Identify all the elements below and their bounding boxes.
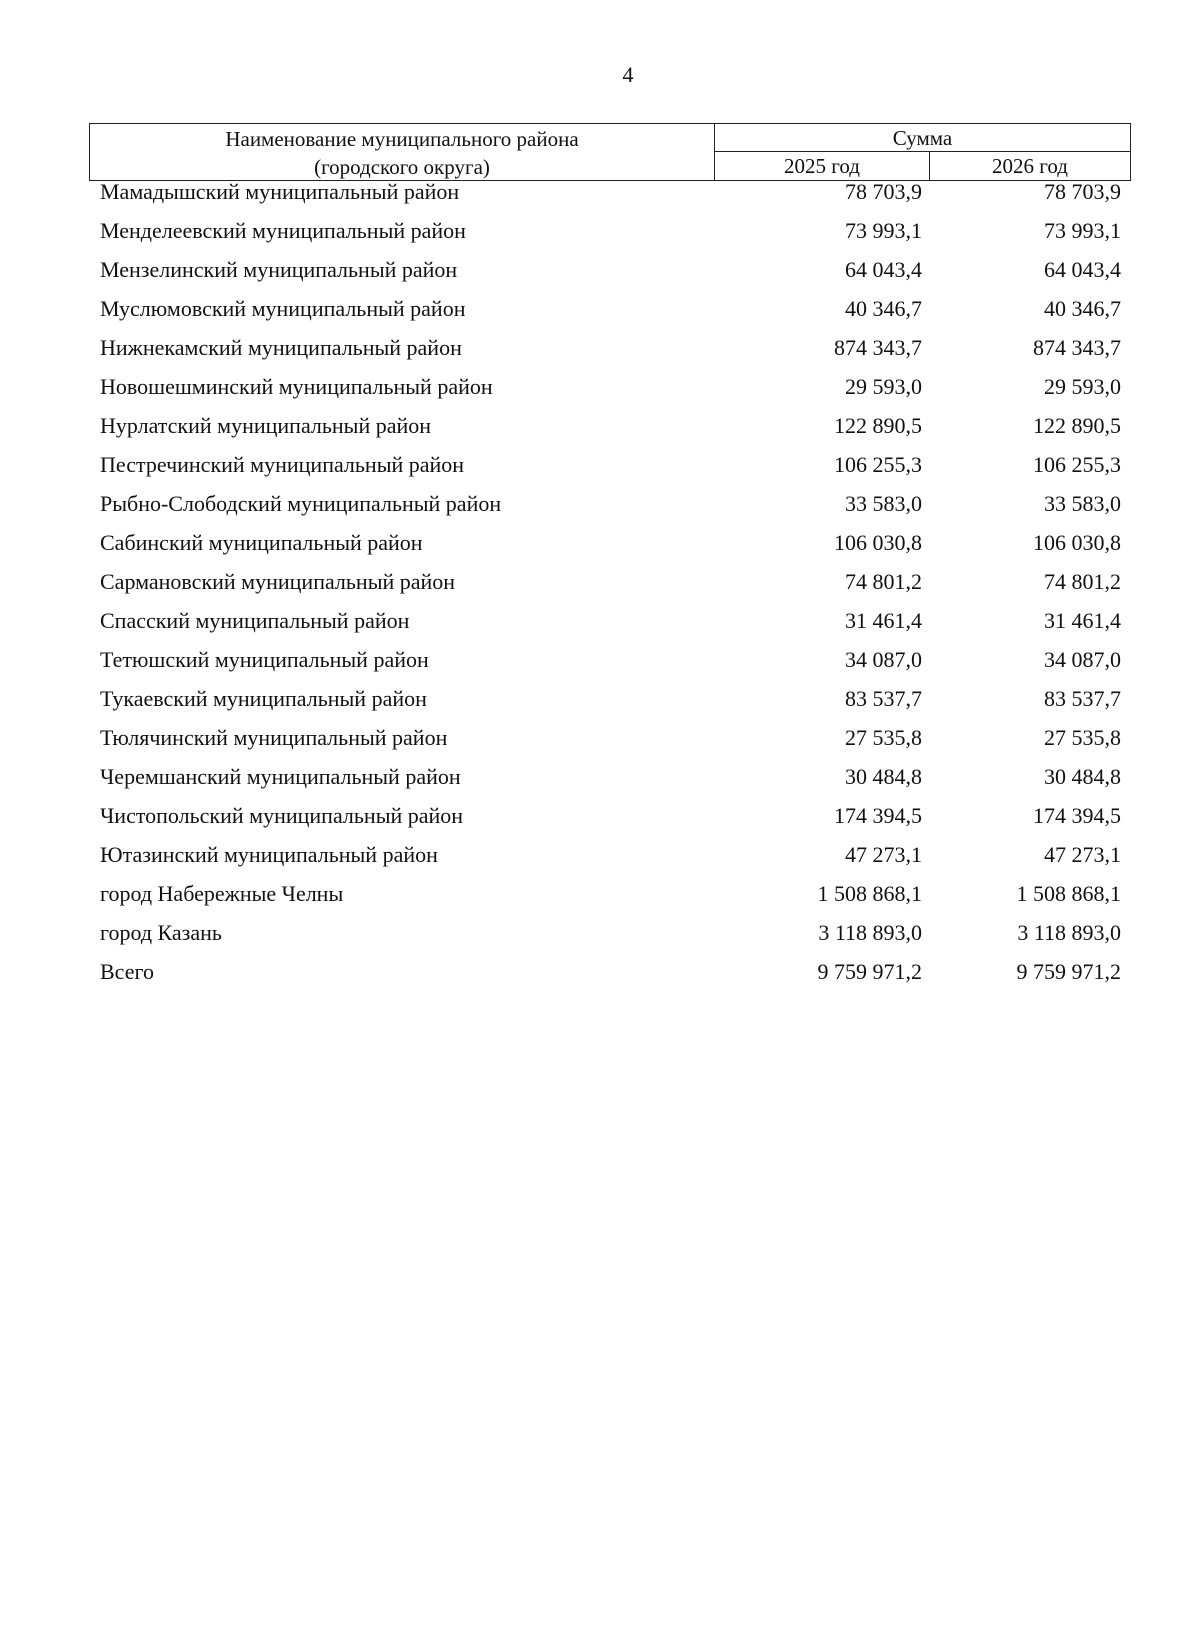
- row-name: Нурлатский муниципальный район: [100, 413, 432, 438]
- row-value-2025: 9 759 971,2: [817, 959, 922, 984]
- header-year-2026: 2026 год: [992, 154, 1068, 178]
- row-name: Пестречинский муниципальный район: [100, 452, 465, 477]
- row-value-2026: 73 993,1: [1044, 218, 1121, 243]
- row-name: Мензелинский муниципальный район: [100, 257, 458, 282]
- table-row: [89, 376, 1131, 415]
- row-value-2025: 78 703,9: [845, 179, 922, 204]
- table-row: [89, 610, 1131, 649]
- header-sum: Сумма: [715, 124, 1130, 152]
- row-name: Муслюмовский муниципальный район: [100, 296, 466, 321]
- table-row: [89, 844, 1131, 883]
- row-value-2025: 874 343,7: [834, 335, 922, 360]
- row-value-2026: 78 703,9: [1044, 179, 1121, 204]
- row-value-2026: 9 759 971,2: [1016, 959, 1121, 984]
- row-value-2025: 64 043,4: [845, 257, 922, 282]
- row-value-2026: 83 537,7: [1044, 686, 1121, 711]
- row-name: Нижнекамский муниципальный район: [100, 335, 462, 360]
- row-name: Мамадышский муниципальный район: [100, 179, 460, 204]
- table-header: [89, 123, 1131, 181]
- row-value-2025: 83 537,7: [845, 686, 922, 711]
- row-value-2025: 74 801,2: [845, 569, 922, 594]
- row-value-2026: 33 583,0: [1044, 491, 1121, 516]
- row-value-2026: 74 801,2: [1044, 569, 1121, 594]
- row-value-2026: 3 118 893,0: [1017, 920, 1121, 945]
- row-value-2026: 874 343,7: [1033, 335, 1121, 360]
- table-row: [89, 415, 1131, 454]
- row-value-2025: 34 087,0: [845, 647, 922, 672]
- row-name: Всего: [100, 959, 154, 984]
- row-value-2026: 34 087,0: [1044, 647, 1121, 672]
- row-value-2026: 64 043,4: [1044, 257, 1121, 282]
- table-row: [89, 259, 1131, 298]
- header-name-column: [90, 124, 715, 180]
- row-value-2025: 29 593,0: [845, 374, 922, 399]
- row-value-2025: 47 273,1: [845, 842, 922, 867]
- row-name: Тюлячинский муниципальный район: [100, 725, 448, 750]
- row-value-2026: 31 461,4: [1044, 608, 1121, 633]
- table-row: [89, 688, 1131, 727]
- row-value-2025: 73 993,1: [845, 218, 922, 243]
- table-row: [89, 181, 1131, 220]
- row-value-2025: 174 394,5: [834, 803, 922, 828]
- table-body: [89, 181, 1131, 1000]
- row-name: город Набережные Челны: [100, 881, 344, 906]
- table-row: [89, 337, 1131, 376]
- page-number: 4: [622, 62, 634, 87]
- table-row: [89, 571, 1131, 610]
- table-row: [89, 454, 1131, 493]
- row-value-2026: 106 255,3: [1033, 452, 1121, 477]
- row-value-2025: 40 346,7: [845, 296, 922, 321]
- row-name: Тукаевский муниципальный район: [100, 686, 427, 711]
- row-value-2025: 3 118 893,0: [818, 920, 922, 945]
- row-value-2026: 40 346,7: [1044, 296, 1121, 321]
- row-name: Ютазинский муниципальный район: [100, 842, 438, 867]
- row-value-2025: 27 535,8: [845, 725, 922, 750]
- row-value-2026: 29 593,0: [1044, 374, 1121, 399]
- header-name-line2: (городского округа): [314, 155, 490, 179]
- table-row: [89, 298, 1131, 337]
- row-value-2025: 106 255,3: [834, 452, 922, 477]
- row-value-2025: 33 583,0: [845, 491, 922, 516]
- row-name: Новошешминский муниципальный район: [100, 374, 493, 399]
- row-name: Спасский муниципальный район: [100, 608, 410, 633]
- table-row: [89, 883, 1131, 922]
- row-value-2025: 31 461,4: [845, 608, 922, 633]
- table-row: [89, 961, 1131, 1000]
- row-name: Рыбно-Слободский муниципальный район: [100, 491, 502, 516]
- table-row: [89, 532, 1131, 571]
- table-row: [89, 766, 1131, 805]
- row-name: Сармановский муниципальный район: [100, 569, 456, 594]
- row-name: город Казань: [100, 920, 222, 945]
- row-value-2026: 1 508 868,1: [1016, 881, 1121, 906]
- row-value-2025: 1 508 868,1: [817, 881, 922, 906]
- table-row: [89, 922, 1131, 961]
- row-name: Чистопольский муниципальный район: [100, 803, 464, 828]
- row-name: Черемшанский муниципальный район: [100, 764, 461, 789]
- row-value-2026: 122 890,5: [1033, 413, 1121, 438]
- row-value-2025: 30 484,8: [845, 764, 922, 789]
- row-value-2026: 27 535,8: [1044, 725, 1121, 750]
- row-value-2026: 106 030,8: [1033, 530, 1121, 555]
- row-value-2026: 174 394,5: [1033, 803, 1121, 828]
- table-row: [89, 220, 1131, 259]
- row-name: Менделеевский муниципальный район: [100, 218, 466, 243]
- row-value-2025: 106 030,8: [834, 530, 922, 555]
- row-name: Тетюшский муниципальный район: [100, 647, 429, 672]
- header-name-line1: Наименование муниципального района: [225, 127, 579, 151]
- table-row: [89, 805, 1131, 844]
- table-row: [89, 493, 1131, 532]
- row-name: Сабинский муниципальный район: [100, 530, 423, 555]
- row-value-2026: 47 273,1: [1044, 842, 1121, 867]
- row-value-2025: 122 890,5: [834, 413, 922, 438]
- row-value-2026: 30 484,8: [1044, 764, 1121, 789]
- table-row: [89, 727, 1131, 766]
- table-row: [89, 649, 1131, 688]
- header-year-2025: 2025 год: [715, 152, 930, 180]
